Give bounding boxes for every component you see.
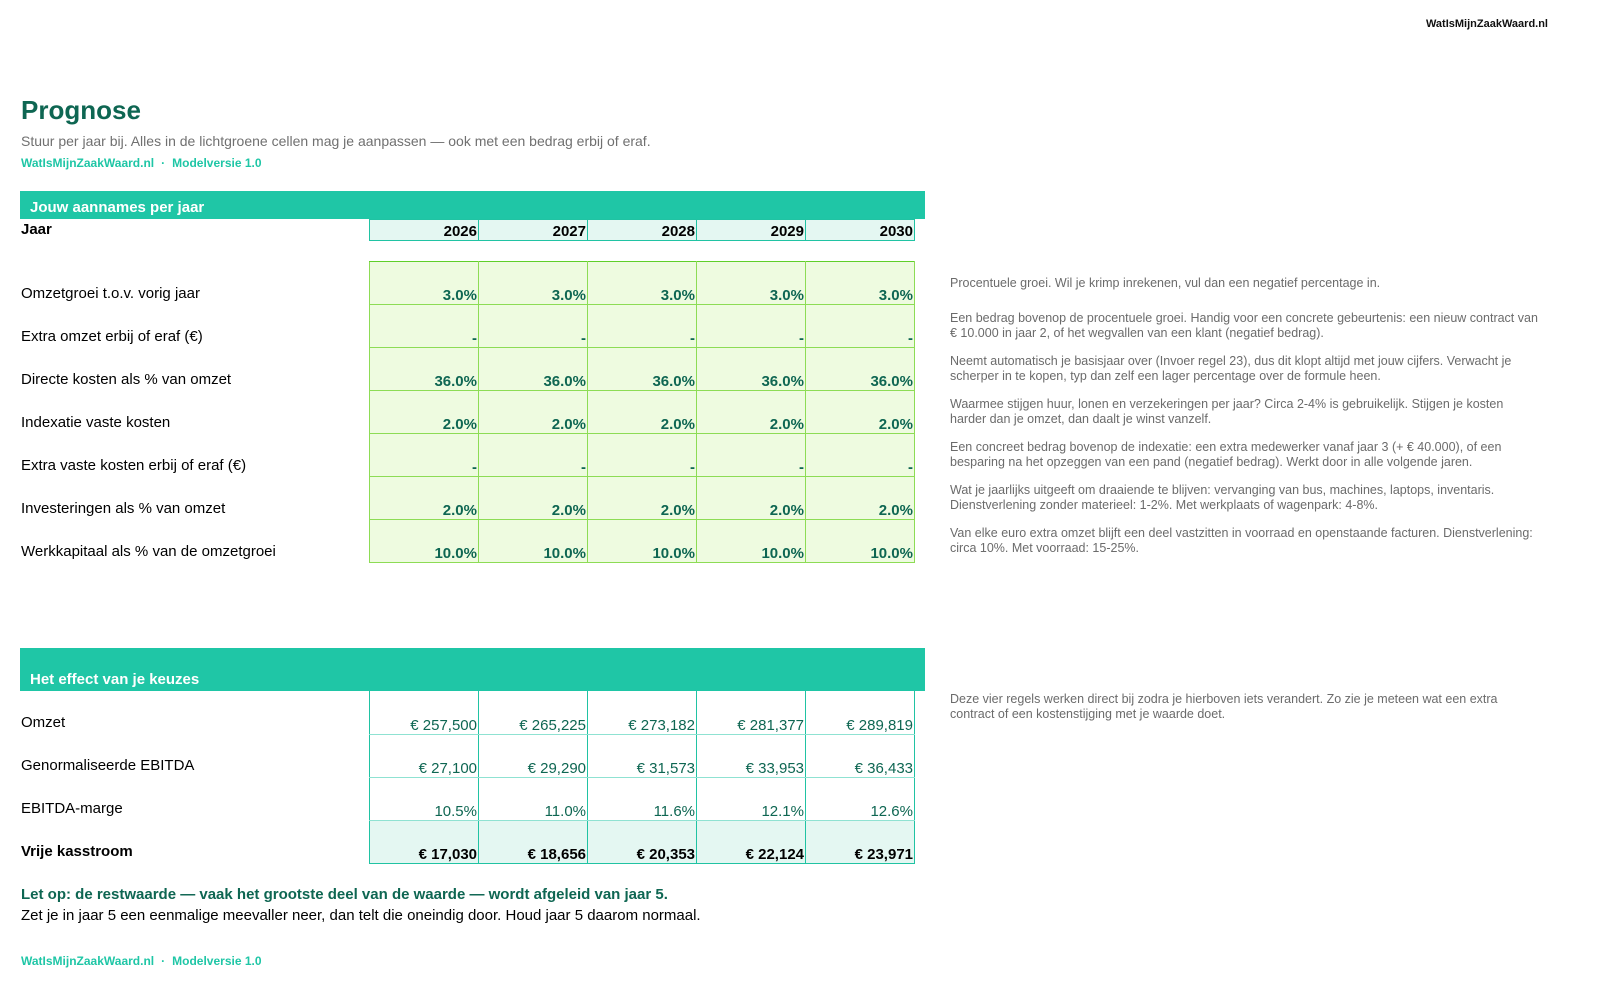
meta-separator: · [161,954,166,968]
value-cell: 11.6% [588,777,697,820]
input-row-extra-revenue [370,305,915,348]
assumptions-input-grid [369,261,915,563]
input-cell[interactable]: 2.0% [697,391,806,434]
row-label-working-capital: Werkkapitaal als % van de omzetgroei [21,543,276,560]
row-label-revenue: Omzet [21,714,66,731]
input-cell[interactable]: 3.0% [697,262,806,305]
row-label-investments: Investeringen als % van omzet [21,500,226,517]
input-cell[interactable]: 2.0% [479,391,588,434]
input-cell[interactable]: - [806,305,915,348]
input-cell[interactable]: 10.0% [697,520,806,563]
row-label-extra-fixed-costs: Extra vaste kosten erbij of eraf (€) [21,457,247,474]
row-label-extra-revenue: Extra omzet erbij of eraf (€) [21,328,203,345]
year-cell: 2030 [806,220,915,241]
value-cell: € 23,971 [806,820,915,863]
value-cell: 11.0% [479,777,588,820]
note-fixed-cost-indexation: Waarmee stijgen huur, lonen en verzekeringen per jaar? Circa 2-4% is gebruikelijk. Stijgen je kosten harder dan je omzet, dan daalt je winst vanzelf. [950,397,1504,426]
year-cell: 2029 [697,220,806,241]
meta-separator: · [161,156,166,170]
input-row-extra-fixed-costs [370,434,915,477]
page-subtitle: Stuur per jaar bij. Alles in de lichtgroene cellen mag je aanpassen — ook met een bedrag erbij of eraf. [21,133,651,149]
input-cell[interactable]: - [588,434,697,477]
effects-header: Het effect van je keuzes [20,648,925,691]
input-cell[interactable]: 10.0% [479,520,588,563]
note-extra-revenue: Een bedrag bovenop de procentuele groei. Handig voor een concrete gebeurtenis: een nieuw contract van € 10.000 in jaar 2, of het wegvallen van een klant (negatief bedrag). [950,311,1538,340]
input-row-working-capital [370,520,915,563]
input-cell[interactable]: 36.0% [370,348,479,391]
input-cell[interactable]: 10.0% [370,520,479,563]
value-cell: € 36,433 [806,734,915,777]
assumptions-header: Jouw aannames per jaar [20,191,925,219]
row-label-ebitda: Genormaliseerde EBITDA [21,757,195,774]
row-label-free-cashflow: Vrije kasstroom [21,843,133,860]
meta-line-top [21,156,262,170]
input-cell[interactable]: 3.0% [588,262,697,305]
warning-text: Zet je in jaar 5 een eenmalige meevaller neer, dan telt die oneindig door. Houd jaar 5 daarom normaal. [21,907,701,924]
note-investments: Wat je jaarlijks uitgeeft om draaiende te blijven: vervanging van bus, machines, laptops, inventaris. Dienstverlening zonder materieel: 1-2%. Met werkplaats of wagenpark: 4-8%. [950,483,1495,512]
input-cell[interactable]: 3.0% [806,262,915,305]
year-label: Jaar [21,221,52,238]
year-cell: 2027 [479,220,588,241]
row-label-ebitda-margin: EBITDA-marge [21,800,123,817]
input-cell[interactable]: 2.0% [588,477,697,520]
effects-grid [369,691,915,864]
input-row-direct-costs [370,348,915,391]
input-cell[interactable]: 36.0% [479,348,588,391]
brand-logo-text: WatIsMijnZaakWaard.nl [1425,18,1548,30]
value-cell: € 289,819 [806,691,915,734]
warning-heading: Let op: de restwaarde — vaak het grootste deel van de waarde — wordt afgeleid van jaar 5. [21,886,668,903]
year-header-row [369,219,915,241]
input-cell[interactable]: 2.0% [697,477,806,520]
note-direct-costs: Neemt automatisch je basisjaar over (Invoer regel 23), dus dit klopt altijd met jouw cijfers. Verwacht je scherper in te kopen, typ dan zelf een lager percentage over de formule heen. [950,354,1512,383]
note-extra-fixed-costs: Een concreet bedrag bovenop de indexatie: een extra medewerker vanaf jaar 3 (+ € 40.000), of een besparing na het opzeggen van een pand (negatief bedrag). Werkt door in alle volgende jaren. [950,440,1502,469]
value-cell: € 273,182 [588,691,697,734]
input-cell[interactable]: 2.0% [370,391,479,434]
note-effects: Deze vier regels werken direct bij zodra je hierboven iets verandert. Zo zie je meteen wat een extra contract of een kostenstijging met je waarde doet. [950,692,1498,721]
value-cell: € 265,225 [479,691,588,734]
input-cell[interactable]: - [479,305,588,348]
value-cell: € 33,953 [697,734,806,777]
input-cell[interactable]: 10.0% [588,520,697,563]
input-cell[interactable]: 3.0% [479,262,588,305]
value-cell: 10.5% [370,777,479,820]
input-cell[interactable]: 36.0% [697,348,806,391]
value-cell: € 281,377 [697,691,806,734]
year-cell: 2028 [588,220,697,241]
value-cell: € 29,290 [479,734,588,777]
input-cell[interactable]: 2.0% [588,391,697,434]
input-cell[interactable]: 2.0% [370,477,479,520]
value-cell: € 22,124 [697,820,806,863]
input-cell[interactable]: - [370,434,479,477]
note-working-capital: Van elke euro extra omzet blijft een deel vastzitten in voorraad en openstaande facturen. Dienstverlening: circa 10%. Met voorraad: 15-25%. [950,526,1533,555]
input-cell[interactable]: - [588,305,697,348]
value-cell: € 17,030 [370,820,479,863]
input-cell[interactable]: 36.0% [588,348,697,391]
effects-row-revenue [370,691,915,734]
effects-row-ebitda-margin [370,777,915,820]
value-cell: € 20,353 [588,820,697,863]
value-cell: € 18,656 [479,820,588,863]
model-version: Modelversie 1.0 [172,954,262,968]
value-cell: € 27,100 [370,734,479,777]
value-cell: € 31,573 [588,734,697,777]
model-version: Modelversie 1.0 [172,156,262,170]
input-cell[interactable]: 2.0% [806,477,915,520]
value-cell: 12.1% [697,777,806,820]
year-cell: 2026 [370,220,479,241]
row-label-fixed-cost-indexation: Indexatie vaste kosten [21,414,171,431]
input-row-investments [370,477,915,520]
input-cell[interactable]: 2.0% [479,477,588,520]
value-cell: € 257,500 [370,691,479,734]
input-row-fixed-cost-indexation [370,391,915,434]
input-cell[interactable]: - [697,305,806,348]
page-title: Prognose [21,95,141,125]
input-cell[interactable]: - [479,434,588,477]
input-cell[interactable]: - [370,305,479,348]
meta-line-bottom [21,954,262,968]
input-cell[interactable]: 3.0% [370,262,479,305]
input-cell[interactable]: 36.0% [806,348,915,391]
row-label-direct-costs: Directe kosten als % van omzet [21,371,232,388]
input-cell[interactable]: 2.0% [806,391,915,434]
value-cell: 12.6% [806,777,915,820]
note-revenue-growth: Procentuele groei. Wil je krimp inrekenen, vul dan een negatief percentage in. [950,276,1381,290]
site-link[interactable]: WatIsMijnZaakWaard.nl [21,954,155,968]
effects-row-ebitda [370,734,915,777]
row-label-revenue-growth: Omzetgroei t.o.v. vorig jaar [21,285,200,302]
input-cell[interactable]: - [806,434,915,477]
input-row-revenue-growth [370,262,915,305]
input-cell[interactable]: - [697,434,806,477]
input-cell[interactable]: 10.0% [806,520,915,563]
site-link[interactable]: WatIsMijnZaakWaard.nl [21,156,155,170]
effects-row-free-cashflow [370,820,915,863]
